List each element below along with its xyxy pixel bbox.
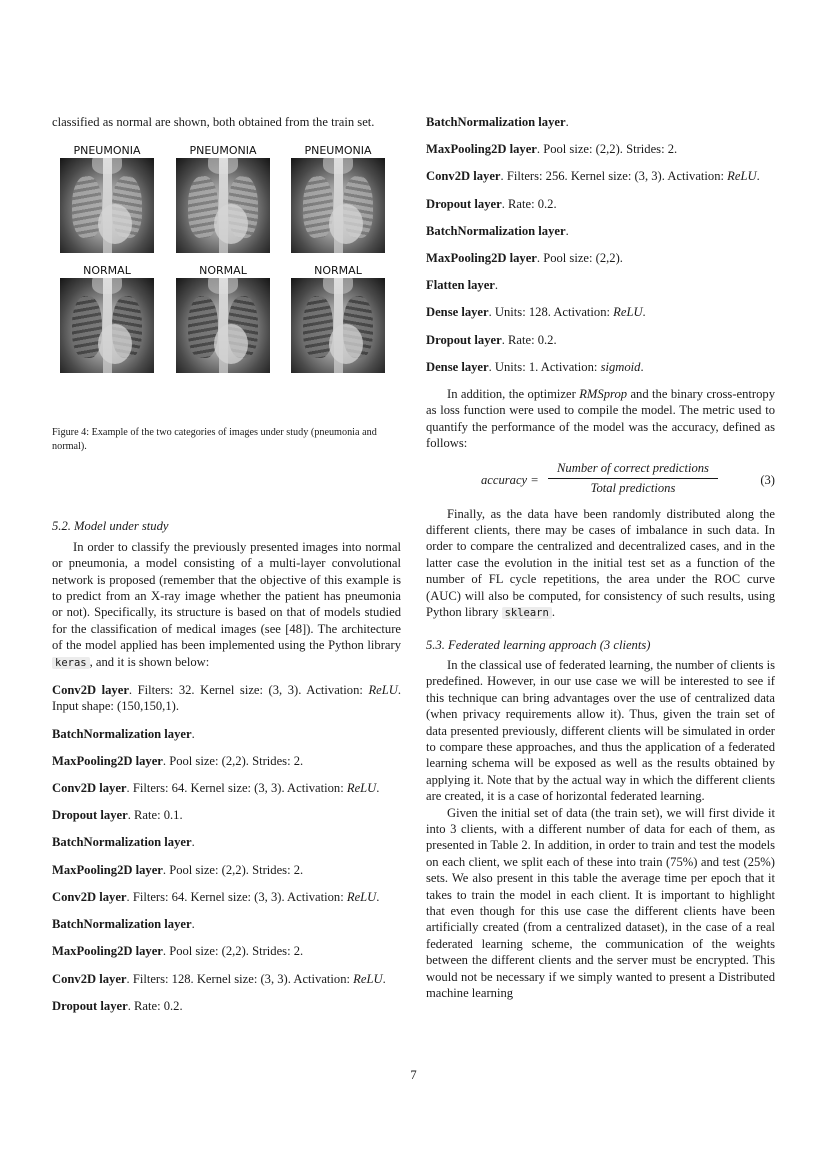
layer-desc: .: [191, 917, 195, 932]
xray-image: [176, 278, 270, 373]
layer-desc: . Rate: 0.2.: [127, 998, 183, 1013]
layer-entry: [426, 250, 775, 266]
layer-tail: .: [376, 889, 380, 904]
keras-code: keras: [52, 657, 90, 669]
final-paragraph-tail: .: [551, 605, 555, 620]
layer-name: Conv2D layer: [52, 683, 129, 698]
layer-desc: . Pool size: (2,2).: [536, 251, 623, 266]
xray-cell: [52, 264, 162, 373]
model-paragraph: [52, 539, 401, 671]
layer-desc: .: [191, 726, 195, 741]
layer-entry: [426, 141, 775, 157]
optimizer-name: RMSprop: [579, 387, 628, 402]
layer-entry: [52, 943, 401, 959]
layer-tail: .: [382, 971, 386, 986]
layer-name: Flatten layer: [426, 278, 495, 293]
layer-desc: .: [191, 835, 195, 850]
equation-numerator: Number of correct predictions: [548, 460, 718, 479]
right-column: [426, 114, 775, 1001]
layer-name: Conv2D layer: [426, 169, 501, 184]
layer-entry: [426, 359, 775, 375]
layer-activation: sigmoid: [600, 359, 641, 374]
optimizer-text-tail: and the binary cross-entropy as loss function were used to compile the model. The metric used to quantify the performance of the model was the accuracy, defined as follows:: [426, 387, 775, 451]
xray-label: PNEUMONIA: [73, 144, 141, 158]
layer-name: Dense layer: [426, 305, 489, 320]
equation-fraction: [548, 460, 718, 497]
layer-name: Conv2D layer: [52, 889, 127, 904]
right-layer-list: [426, 114, 775, 375]
xray-cell: [283, 144, 393, 253]
layer-entry: [52, 780, 401, 796]
layer-desc: . Pool size: (2,2). Strides: 2.: [162, 753, 304, 768]
layer-desc: . Rate: 0.2.: [501, 196, 557, 211]
layer-name: BatchNormalization layer: [52, 835, 192, 850]
layer-entry: [426, 332, 775, 348]
equation-lhs: accuracy =: [481, 472, 539, 487]
layer-name: Dropout layer: [426, 196, 502, 211]
figure-4: [52, 144, 401, 394]
xray-label: NORMAL: [199, 264, 247, 278]
layer-desc: . Filters: 128. Kernel size: (3, 3). Activation:: [126, 971, 354, 986]
xray-label: PNEUMONIA: [189, 144, 257, 158]
layer-entry: [52, 682, 401, 715]
layer-desc: . Filters: 64. Kernel size: (3, 3). Activation:: [126, 781, 347, 796]
figure-caption: Figure 4: Example of the two categories of images under study (pneumonia and normal).: [52, 427, 377, 452]
layer-desc: . Pool size: (2,2). Strides: 2.: [536, 142, 678, 157]
layer-name: MaxPooling2D layer: [52, 862, 163, 877]
layer-entry: [52, 889, 401, 905]
xray-cell: [168, 264, 278, 373]
left-column: [52, 114, 401, 1025]
layer-desc: . Rate: 0.1.: [127, 808, 183, 823]
layer-desc: . Pool size: (2,2). Strides: 2.: [162, 944, 304, 959]
fl-paragraph-2: Given the initial set of data (the train set), we will first divide it into 3 clients, with a different number of data for each of them, as presented in Table 2. In addition, in order to train and test the models on each client, we split each of these into train (75%) and test (25%) sets. We also present in this table the average time per epoch that it takes to train the model in each client. It is important to highlight that even though for this use case the different clients have been artificially created (from a centralized dataset), in the case of a real federated learning scheme, the communication of the weights between the different clients and the server must be encrypted. This would not be necessary if we simply wanted to present a Distributed machine learning: [426, 805, 775, 1001]
layer-name: MaxPooling2D layer: [426, 142, 537, 157]
layer-entry: [52, 862, 401, 878]
layer-activation: ReLU: [346, 889, 377, 904]
layer-name: BatchNormalization layer: [426, 223, 566, 238]
layer-entry: [426, 223, 775, 239]
layer-desc: . Filters: 256. Kernel size: (3, 3). Activation:: [500, 169, 728, 184]
layer-activation: ReLU: [368, 683, 398, 698]
layer-desc: . Pool size: (2,2). Strides: 2.: [162, 862, 304, 877]
model-paragraph-text: In order to classify the previously presented images into normal or pneumonia, a model consisting of a multi-layer convolutional network is proposed (remember that the objective of this example is to predict from an X-ray image whether the patient has pneumonia or not). Specifically, its structure is based on that of models studied for the classification of medical images (see [48]). The architecture of the model applied has been implemented using the Python library: [52, 539, 401, 653]
layer-name: Dropout layer: [52, 998, 128, 1013]
layer-name: Conv2D layer: [52, 781, 127, 796]
xray-label: PNEUMONIA: [304, 144, 372, 158]
equation-number: (3): [760, 472, 775, 487]
layer-tail: .: [756, 169, 760, 184]
layer-activation: ReLU: [353, 971, 383, 986]
final-paragraph: [426, 506, 775, 622]
layer-name: BatchNormalization layer: [426, 115, 566, 129]
section-title-5-2: 5.2. Model under study: [52, 519, 169, 534]
xray-image: [176, 158, 270, 253]
layer-entry: [426, 168, 775, 184]
layer-desc: . Filters: 32. Kernel size: (3, 3). Activation:: [128, 683, 369, 698]
xray-image: [291, 158, 385, 253]
layer-desc: .: [494, 278, 499, 293]
xray-image: [291, 278, 385, 373]
layer-entry: [52, 807, 401, 823]
xray-cell: [168, 144, 278, 253]
layer-tail: .: [376, 781, 380, 796]
layer-activation: ReLU: [727, 169, 757, 184]
layer-entry: [426, 114, 775, 130]
layer-name: Dense layer: [426, 359, 489, 374]
optimizer-text: In addition, the optimizer: [447, 387, 580, 402]
layer-name: MaxPooling2D layer: [426, 251, 537, 266]
equation-denominator: Total predictions: [590, 481, 676, 496]
xray-cell: [52, 144, 162, 253]
xray-image: [60, 278, 154, 373]
xray-label: NORMAL: [314, 264, 362, 278]
layer-entry: [52, 916, 401, 932]
optimizer-paragraph: [426, 386, 775, 452]
layer-entry: [52, 998, 401, 1014]
sklearn-code: sklearn: [502, 607, 552, 619]
accuracy-equation: [426, 460, 775, 500]
layer-desc: . Rate: 0.2.: [501, 332, 557, 347]
layer-desc: .: [565, 223, 569, 238]
layer-activation: ReLU: [346, 781, 377, 796]
layer-desc: .: [565, 115, 569, 129]
layer-name: Dropout layer: [52, 808, 128, 823]
layer-entry: [52, 971, 401, 987]
layer-name: BatchNormalization layer: [52, 917, 192, 932]
page-number: 7: [410, 1068, 417, 1082]
layer-name: MaxPooling2D layer: [52, 944, 163, 959]
layer-entry: [52, 726, 401, 742]
layer-tail: .: [640, 359, 644, 374]
layer-entry: [426, 277, 775, 293]
xray-cell: [283, 264, 393, 373]
xray-label: NORMAL: [83, 264, 131, 278]
layer-desc: . Filters: 64. Kernel size: (3, 3). Activation:: [126, 889, 347, 904]
layer-entry: [426, 304, 775, 320]
xray-image: [60, 158, 154, 253]
model-paragraph-tail: , and it is shown below:: [89, 654, 210, 669]
layer-name: Dropout layer: [426, 332, 502, 347]
layer-activation: ReLU: [613, 305, 643, 320]
intro-text: classified as normal are shown, both obtained from the train set.: [52, 115, 375, 129]
layer-name: Conv2D layer: [52, 971, 127, 986]
layer-entry: [52, 753, 401, 769]
layer-tail: . Input shape: (150,150,1).: [52, 683, 401, 714]
section-title-5-3: 5.3. Federated learning approach (3 clients): [426, 637, 651, 652]
layer-entry: [426, 196, 775, 212]
layer-name: MaxPooling2D layer: [52, 753, 163, 768]
left-layer-list: [52, 682, 401, 1014]
layer-desc: . Units: 1. Activation:: [488, 359, 601, 374]
layer-tail: .: [642, 305, 646, 320]
fl-paragraph-1: In the classical use of federated learning, the number of clients is predefined. However, in our use case we will be interested to see if this technique can bring advantages over the use of centralized data (when privacy requirements allow it). Thus, given the train set of data presented previously, different clients will be simulated in order to compare these approaches, and thus the application of a federated learning schema will be exposed as well as the results obtained by applying it. Note that by the actual way in which the different clients are created, it is a case of horizontal federated learning.: [426, 657, 775, 804]
final-paragraph-text: Finally, as the data have been randomly distributed along the different clients, there may be cases of imbalance in such data. In order to compare the centralized and decentralized cases, and in the latter case the evolution in the initial test set as a function of the number of FL cycle repetitions, the area under the ROC curve (AUC) will also be computed, for consistency of such results, using Python library: [426, 506, 775, 620]
layer-desc: . Units: 128. Activation:: [488, 305, 614, 320]
layer-name: BatchNormalization layer: [52, 726, 192, 741]
layer-entry: [52, 834, 401, 850]
